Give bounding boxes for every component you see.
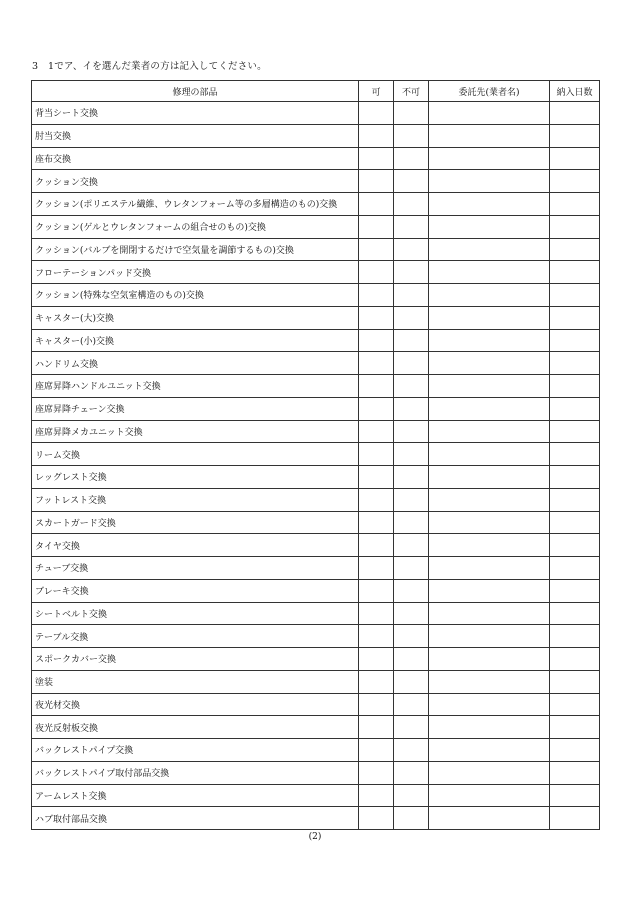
ng-cell[interactable] [394, 579, 429, 602]
ok-cell[interactable] [359, 420, 394, 443]
vendor-cell[interactable] [429, 784, 550, 807]
ok-cell[interactable] [359, 147, 394, 170]
header-days: 納入日数 [550, 81, 600, 102]
ng-cell[interactable] [394, 147, 429, 170]
ng-cell[interactable] [394, 238, 429, 261]
part-name-cell: ハブ取付部品交換 [32, 807, 359, 830]
part-name-cell: バックレストパイプ取付部品交換 [32, 761, 359, 784]
vendor-cell[interactable] [429, 739, 550, 762]
part-name-cell: チューブ交換 [32, 557, 359, 580]
days-cell[interactable] [550, 261, 600, 284]
part-name-cell: テーブル交換 [32, 625, 359, 648]
days-cell[interactable] [550, 716, 600, 739]
part-name-cell: フローテーションパッド交換 [32, 261, 359, 284]
header-part: 修理の部品 [32, 81, 359, 102]
vendor-cell[interactable] [429, 284, 550, 307]
vendor-cell[interactable] [429, 193, 550, 216]
ok-cell[interactable] [359, 238, 394, 261]
ng-cell[interactable] [394, 716, 429, 739]
days-cell[interactable] [550, 375, 600, 398]
days-cell[interactable] [550, 807, 600, 830]
part-name-cell: 座席昇降メカユニット交換 [32, 420, 359, 443]
table-row [32, 170, 600, 193]
part-name-cell: 夜光材交換 [32, 693, 359, 716]
days-cell[interactable] [550, 534, 600, 557]
part-name-cell: アームレスト交換 [32, 784, 359, 807]
table-row [32, 602, 600, 625]
ok-cell[interactable] [359, 648, 394, 671]
part-name-cell: バックレストパイプ交換 [32, 739, 359, 762]
days-cell[interactable] [550, 557, 600, 580]
vendor-cell[interactable] [429, 215, 550, 238]
vendor-cell[interactable] [429, 511, 550, 534]
table-row [32, 716, 600, 739]
ok-cell[interactable] [359, 306, 394, 329]
header-ok: 可 [359, 81, 394, 102]
table-row [32, 375, 600, 398]
vendor-cell[interactable] [429, 420, 550, 443]
table-row [32, 670, 600, 693]
days-cell[interactable] [550, 420, 600, 443]
part-name-cell: 肘当交換 [32, 124, 359, 147]
ng-cell[interactable] [394, 329, 429, 352]
ok-cell[interactable] [359, 215, 394, 238]
days-cell[interactable] [550, 284, 600, 307]
ng-cell[interactable] [394, 670, 429, 693]
ng-cell[interactable] [394, 375, 429, 398]
ng-cell[interactable] [394, 193, 429, 216]
table-row [32, 420, 600, 443]
ng-cell[interactable] [394, 170, 429, 193]
days-cell[interactable] [550, 488, 600, 511]
ok-cell[interactable] [359, 397, 394, 420]
vendor-cell[interactable] [429, 670, 550, 693]
ok-cell[interactable] [359, 716, 394, 739]
vendor-cell[interactable] [429, 602, 550, 625]
table-row [32, 534, 600, 557]
part-name-cell: クッション(特殊な空気室構造のもの)交換 [32, 284, 359, 307]
days-cell[interactable] [550, 648, 600, 671]
ok-cell[interactable] [359, 579, 394, 602]
vendor-cell[interactable] [429, 147, 550, 170]
table-row [32, 466, 600, 489]
ok-cell[interactable] [359, 488, 394, 511]
header-ng: 不可 [394, 81, 429, 102]
ok-cell[interactable] [359, 261, 394, 284]
ng-cell[interactable] [394, 693, 429, 716]
ng-cell[interactable] [394, 625, 429, 648]
table-row [32, 102, 600, 125]
ok-cell[interactable] [359, 693, 394, 716]
table-row [32, 215, 600, 238]
ng-cell[interactable] [394, 648, 429, 671]
days-cell[interactable] [550, 670, 600, 693]
page-number: (2) [308, 832, 322, 842]
part-name-cell: 塗装 [32, 670, 359, 693]
days-cell[interactable] [550, 602, 600, 625]
part-name-cell: シートベルト交換 [32, 602, 359, 625]
table-row [32, 579, 600, 602]
days-cell[interactable] [550, 511, 600, 534]
days-cell[interactable] [550, 352, 600, 375]
table-row [32, 306, 600, 329]
ng-cell[interactable] [394, 488, 429, 511]
table-header-row [32, 81, 600, 102]
table-row [32, 238, 600, 261]
table-row [32, 807, 600, 830]
ok-cell[interactable] [359, 670, 394, 693]
table-row [32, 193, 600, 216]
ok-cell[interactable] [359, 534, 394, 557]
ng-cell[interactable] [394, 534, 429, 557]
ng-cell[interactable] [394, 443, 429, 466]
days-cell[interactable] [550, 215, 600, 238]
ng-cell[interactable] [394, 557, 429, 580]
vendor-cell[interactable] [429, 238, 550, 261]
ok-cell[interactable] [359, 466, 394, 489]
part-name-cell: クッション(ゲルとウレタンフォームの組合せのもの)交換 [32, 215, 359, 238]
ok-cell[interactable] [359, 170, 394, 193]
ok-cell[interactable] [359, 124, 394, 147]
ng-cell[interactable] [394, 784, 429, 807]
ng-cell[interactable] [394, 739, 429, 762]
table-row [32, 443, 600, 466]
days-cell[interactable] [550, 102, 600, 125]
vendor-cell[interactable] [429, 716, 550, 739]
days-cell[interactable] [550, 625, 600, 648]
part-name-cell: スカートガード交換 [32, 511, 359, 534]
ok-cell[interactable] [359, 329, 394, 352]
days-cell[interactable] [550, 466, 600, 489]
ok-cell[interactable] [359, 284, 394, 307]
ok-cell[interactable] [359, 602, 394, 625]
ok-cell[interactable] [359, 784, 394, 807]
ng-cell[interactable] [394, 352, 429, 375]
table-row [32, 124, 600, 147]
ng-cell[interactable] [394, 807, 429, 830]
ng-cell[interactable] [394, 102, 429, 125]
header-vendor: 委託先(業者名) [429, 81, 550, 102]
ok-cell[interactable] [359, 807, 394, 830]
ng-cell[interactable] [394, 215, 429, 238]
part-name-cell: 背当シート交換 [32, 102, 359, 125]
vendor-cell[interactable] [429, 443, 550, 466]
part-name-cell: スポークカバー交換 [32, 648, 359, 671]
days-cell[interactable] [550, 693, 600, 716]
days-cell[interactable] [550, 147, 600, 170]
ng-cell[interactable] [394, 511, 429, 534]
vendor-cell[interactable] [429, 761, 550, 784]
part-name-cell: フットレスト交換 [32, 488, 359, 511]
part-name-cell: リーム交換 [32, 443, 359, 466]
table-row [32, 557, 600, 580]
ok-cell[interactable] [359, 739, 394, 762]
ng-cell[interactable] [394, 284, 429, 307]
table-row [32, 648, 600, 671]
table-row [32, 352, 600, 375]
days-cell[interactable] [550, 124, 600, 147]
part-name-cell: 座布交換 [32, 147, 359, 170]
table-row [32, 261, 600, 284]
vendor-cell[interactable] [429, 306, 550, 329]
days-cell[interactable] [550, 443, 600, 466]
days-cell[interactable] [550, 170, 600, 193]
part-name-cell: クッション(ポリエステル繊維、ウレタンフォーム等の多層構造のもの)交換 [32, 193, 359, 216]
ng-cell[interactable] [394, 124, 429, 147]
table-row [32, 329, 600, 352]
table-row [32, 784, 600, 807]
ng-cell[interactable] [394, 761, 429, 784]
vendor-cell[interactable] [429, 466, 550, 489]
ok-cell[interactable] [359, 443, 394, 466]
repair-parts-table [31, 80, 600, 830]
table-row [32, 693, 600, 716]
vendor-cell[interactable] [429, 579, 550, 602]
part-name-cell: 座席昇降ハンドルユニット交換 [32, 375, 359, 398]
ng-cell[interactable] [394, 261, 429, 284]
vendor-cell[interactable] [429, 102, 550, 125]
part-name-cell: ハンドリム交換 [32, 352, 359, 375]
instruction-text: 3 1でア、イを選んだ業者の方は記入してください。 [32, 61, 267, 72]
ng-cell[interactable] [394, 466, 429, 489]
table-row [32, 761, 600, 784]
days-cell[interactable] [550, 397, 600, 420]
ok-cell[interactable] [359, 625, 394, 648]
part-name-cell: クッション(バルブを開閉するだけで空気量を調節するもの)交換 [32, 238, 359, 261]
part-name-cell: キャスター(小)交換 [32, 329, 359, 352]
part-name-cell: クッション交換 [32, 170, 359, 193]
vendor-cell[interactable] [429, 625, 550, 648]
vendor-cell[interactable] [429, 693, 550, 716]
days-cell[interactable] [550, 193, 600, 216]
ng-cell[interactable] [394, 397, 429, 420]
part-name-cell: タイヤ交換 [32, 534, 359, 557]
ok-cell[interactable] [359, 375, 394, 398]
ok-cell[interactable] [359, 511, 394, 534]
days-cell[interactable] [550, 761, 600, 784]
ok-cell[interactable] [359, 761, 394, 784]
part-name-cell: 座席昇降チェーン交換 [32, 397, 359, 420]
days-cell[interactable] [550, 579, 600, 602]
ok-cell[interactable] [359, 557, 394, 580]
vendor-cell[interactable] [429, 375, 550, 398]
vendor-cell[interactable] [429, 534, 550, 557]
vendor-cell[interactable] [429, 807, 550, 830]
ng-cell[interactable] [394, 602, 429, 625]
days-cell[interactable] [550, 739, 600, 762]
table-row [32, 739, 600, 762]
table-row [32, 488, 600, 511]
part-name-cell: キャスター(大)交換 [32, 306, 359, 329]
part-name-cell: 夜光反射板交換 [32, 716, 359, 739]
table-row [32, 147, 600, 170]
ok-cell[interactable] [359, 193, 394, 216]
ng-cell[interactable] [394, 306, 429, 329]
vendor-cell[interactable] [429, 352, 550, 375]
table-row [32, 511, 600, 534]
table-row [32, 284, 600, 307]
vendor-cell[interactable] [429, 648, 550, 671]
ok-cell[interactable] [359, 352, 394, 375]
table-row [32, 397, 600, 420]
ok-cell[interactable] [359, 102, 394, 125]
vendor-cell[interactable] [429, 488, 550, 511]
vendor-cell[interactable] [429, 397, 550, 420]
days-cell[interactable] [550, 238, 600, 261]
vendor-cell[interactable] [429, 329, 550, 352]
vendor-cell[interactable] [429, 557, 550, 580]
vendor-cell[interactable] [429, 261, 550, 284]
days-cell[interactable] [550, 306, 600, 329]
part-name-cell: ブレーキ交換 [32, 579, 359, 602]
vendor-cell[interactable] [429, 124, 550, 147]
days-cell[interactable] [550, 329, 600, 352]
days-cell[interactable] [550, 784, 600, 807]
table-row [32, 625, 600, 648]
vendor-cell[interactable] [429, 170, 550, 193]
ng-cell[interactable] [394, 420, 429, 443]
part-name-cell: レッグレスト交換 [32, 466, 359, 489]
